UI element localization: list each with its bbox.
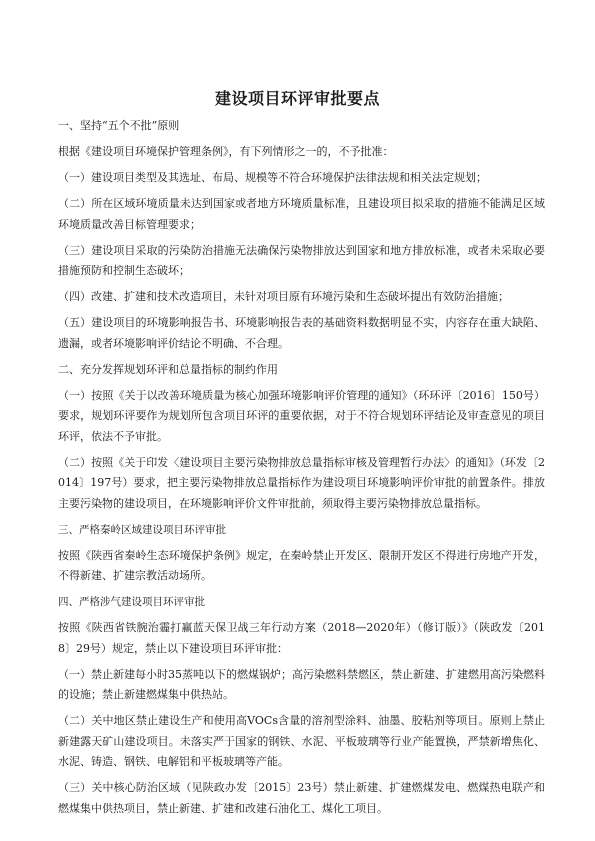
paragraph: （一）禁止新建每小时35蒸吨以下的燃煤锅炉；高污染燃料禁燃区，禁止新建、扩建燃用高污染燃料的设施；禁止新建燃煤集中供热站。 (58, 667, 545, 701)
paragraph: （一）按照《关于以改善环境质量为核心加强环境影响评价管理的通知》（环环评〔2016〕150号）要求，规划环评要作为规划所包含项目环评的重要依据，对于不符合规划环评结论及审查意见的项目环评，依法不予审批。 (58, 388, 545, 443)
paragraph: 按照《陕西省铁腕治霾打赢蓝天保卫战三年行动方案（2018—2020年）（修订版）》（陕政发〔2018〕29号）规定，禁止以下建设项目环评审批： (58, 621, 545, 655)
paragraph: 根据《建设项目环境保护管理条例》，有下列情形之一的，不予批准： (58, 145, 394, 158)
paragraph: （二）所在区域环境质量未达到国家或者地方环境质量标准，且建设项目拟采取的措施不能满足区域环境质量改善目标管理要求； (58, 197, 545, 231)
document-body (58, 116, 545, 825)
paragraph: （五）建设项目的环境影响报告书、环境影响报告表的基础资料数据明显不实，内容存在重大缺陷、遗漏，或者环境影响评价结论不明确、不合理。 (58, 316, 545, 350)
paragraph: （一）建设项目类型及其选址、布局、规模等不符合环境保护法律法规和相关法定规划； (58, 171, 487, 184)
section-heading: 一、坚持“五个不批”原则 (58, 119, 180, 132)
paragraph: （三）建设项目采取的污染防治措施无法确保污染物排放达到国家和地方排放标准，或者未采取必要措施预防和控制生态破坏； (58, 243, 545, 277)
section-heading: 二、充分发挥规划环评和总量指标的制约作用 (58, 362, 278, 376)
paragraph: 按照《陕西省秦岭生态环境保护条例》规定，在秦岭禁止开发区、限制开发区不得进行房地产开发，不得新建、扩建宗教活动场所。 (58, 548, 545, 582)
section-4 (58, 592, 545, 819)
section-heading: 四、严格涉气建设项目环评审批 (58, 596, 205, 608)
paragraph: （二）按照《关于印发〈建设项目主要污染物排放总量指标审核及管理暂行办法〉的通知》（环发〔2014〕197号）要求，把主要污染物排放总量指标作为建设项目环境影响评价审批的前置条件。排放主要污染物的建设项目，在环境影响评价文件审批前，须取得主要污染物排放总量指标。 (58, 455, 545, 510)
section-2 (58, 360, 545, 515)
section-3 (58, 520, 545, 587)
paragraph: （四）改建、扩建和技术改造项目，未针对项目原有环境污染和生态破坏提出有效防治措施； (58, 290, 509, 303)
document-title: 建设项目环评审批要点 (214, 89, 380, 108)
section-heading: 三、严格秦岭区域建设项目环评审批 (58, 523, 226, 536)
paragraph: （二）关中地区禁止建设生产和使用高VOCs含量的溶剂型涂料、油墨、胶粘剂等项目。原则上禁止新建露天矿山建设项目。未落实严于国家的钢铁、水泥、平板玻璃等行业产能置换，严禁新增焦化、水泥、铸造、钢铁、电解铝和平板玻璃等产能。 (58, 714, 545, 768)
paragraph: （三）关中核心防治区域（见陕政办发〔2015〕23号）禁止新建、扩建燃煤发电、燃煤热电联产和燃煤集中供热项目，禁止新建、扩建和改建石油化工、煤化工项目。 (58, 781, 545, 815)
section-1 (58, 116, 545, 354)
